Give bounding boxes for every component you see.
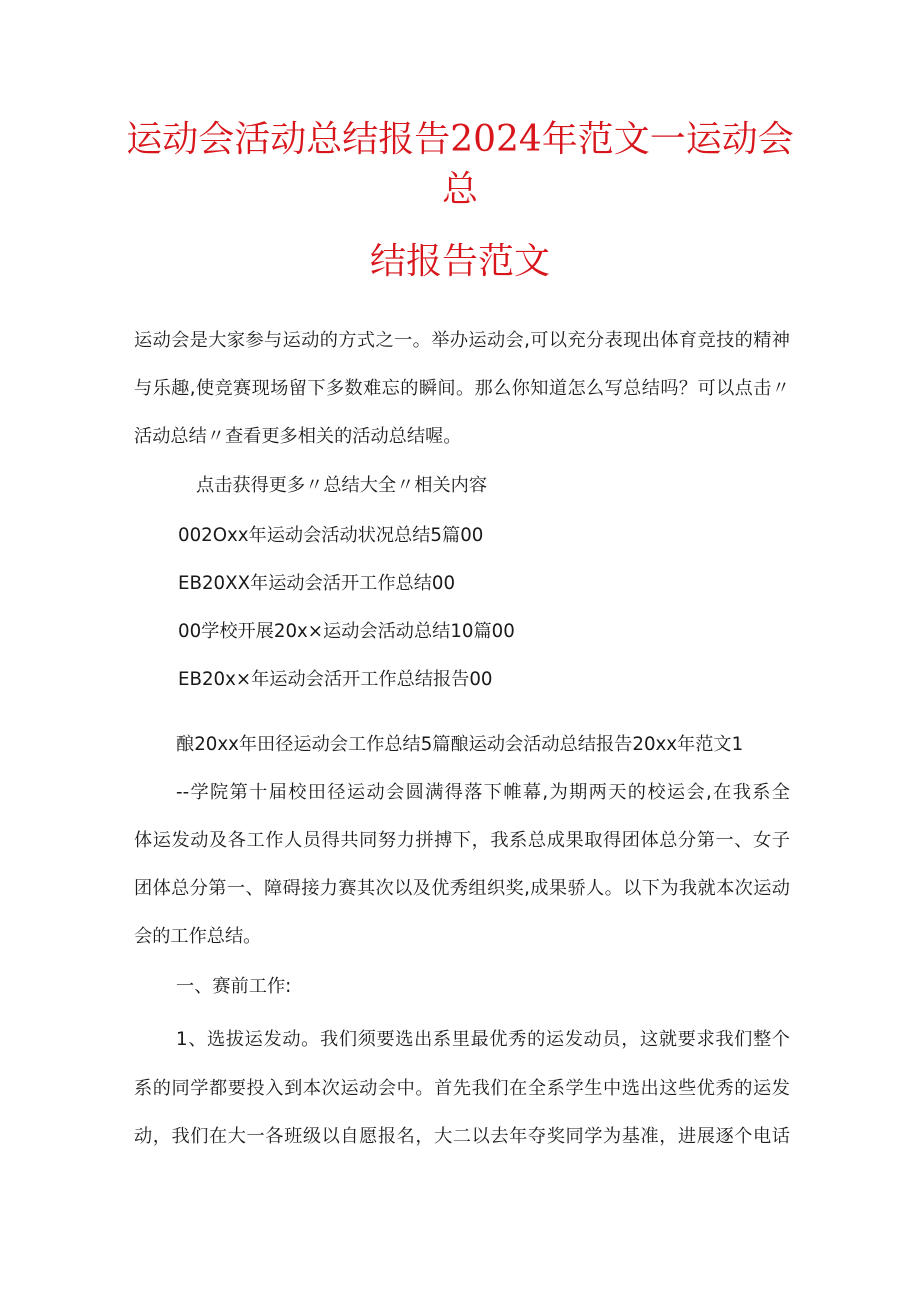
item1-line-2: 系的同学都要投入到本次运动会中。首先我们在全系学生中选出这些优秀的运发 bbox=[134, 1078, 790, 1099]
document-title-line-3: 结报告范文 bbox=[369, 241, 550, 282]
para1-line-3: 团体总分第一、障碍接力赛其次以及优秀组织奖,成果骄人。以下为我就本次运动 bbox=[134, 878, 790, 899]
related-link-4[interactable]: EB20x×年运动会活开工作总结报告00 bbox=[178, 669, 493, 690]
more-content-link[interactable]: 点击获得更多〃总结大全〃相关内容 bbox=[196, 475, 488, 496]
article-heading: 酿20xx年田径运动会工作总结5篇酿运动会活动总结报告20xx年范文1 bbox=[176, 734, 744, 755]
related-link-1[interactable]: 002Oxx年运动会活动状况总结5篇00 bbox=[178, 525, 484, 546]
document-title-line-2: 总 bbox=[441, 169, 478, 210]
section-heading-1: 一、赛前工作: bbox=[176, 976, 292, 997]
item1-line-1: 1、选拔运发动。我们须要选出系里最优秀的运发动员，这就要求我们整个 bbox=[176, 1029, 790, 1050]
para1-line-1: --学院第十届校田径运动会圆满得落下帷幕,为期两天的校运会,在我系全 bbox=[176, 782, 790, 803]
para1-line-4: 会的工作总结。 bbox=[134, 926, 262, 947]
intro-line-1: 运动会是大家参与运动的方式之一。举办运动会,可以充分表现出体育竞技的精神 bbox=[134, 330, 790, 351]
related-link-2[interactable]: EB20XX年运动会活开工作总结00 bbox=[178, 573, 456, 594]
intro-line-2: 与乐趣,使竞赛现场留下多数难忘的瞬间。那么你知道怎么写总结吗？可以点击〃 bbox=[134, 378, 790, 399]
item1-line-3: 动，我们在大一各班级以自愿报名，大二以去年夺奖同学为基准，进展逐个电话 bbox=[134, 1126, 790, 1147]
para1-line-2: 体运发动及各工作人员得共同努力拼搏下，我系总成果取得团体总分第一、女子 bbox=[134, 830, 790, 851]
intro-line-3: 活动总结〃查看更多相关的活动总结喔。 bbox=[134, 426, 462, 447]
related-link-3[interactable]: 00学校开展20x×运动会活动总结10篇00 bbox=[178, 621, 515, 642]
document-title-line-1: 运动会活动总结报告2024年范文一运动会 bbox=[126, 119, 794, 160]
